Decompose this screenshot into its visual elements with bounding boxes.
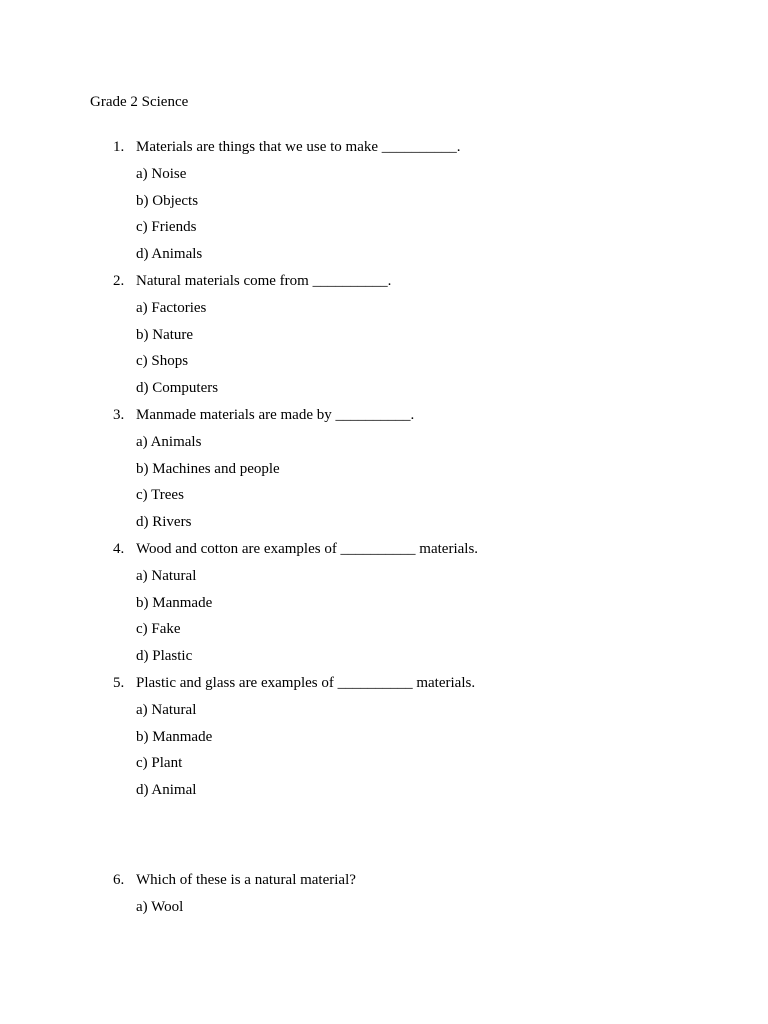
question-number: 2. — [113, 272, 125, 289]
question-1 — [0, 137, 768, 271]
question-number: 3. — [113, 406, 125, 423]
question-3 — [0, 405, 768, 539]
question-text: Plastic and glass are examples of __________ materials. — [136, 674, 476, 691]
question-text: Which of these is a natural material? — [136, 872, 356, 888]
answer-option: a) Natural — [136, 701, 197, 718]
answer-option: a) Wool — [136, 898, 184, 915]
answer-option: d) Plastic — [136, 648, 193, 665]
answer-option: b) Objects — [136, 192, 199, 209]
answer-option: d) Computers — [136, 380, 219, 397]
answer-option: c) Trees — [136, 487, 184, 504]
answer-option: b) Manmade — [136, 594, 213, 611]
question-text: Natural materials come from __________. — [136, 272, 392, 289]
question-list-continued — [0, 870, 768, 924]
answer-option: b) Manmade — [136, 728, 213, 745]
answer-option: c) Fake — [136, 621, 181, 638]
answer-option: c) Friends — [136, 219, 197, 236]
question-number: 4. — [113, 540, 125, 557]
answer-option: a) Animals — [136, 433, 202, 450]
answer-option: a) Natural — [136, 567, 197, 584]
page-title: Grade 2 Science — [90, 94, 189, 110]
question-text: Manmade materials are made by __________. — [136, 406, 415, 423]
answer-option: a) Factories — [136, 299, 207, 316]
answer-option: a) Noise — [136, 165, 187, 182]
question-number: 6. — [113, 872, 125, 888]
question-6 — [0, 870, 768, 924]
question-5 — [0, 673, 768, 807]
question-number: 1. — [113, 139, 125, 155]
question-4 — [0, 539, 768, 673]
answer-option: c) Shops — [136, 353, 189, 370]
answer-option: c) Plant — [136, 755, 183, 772]
answer-option: d) Animal — [136, 782, 197, 799]
answer-option: d) Rivers — [136, 514, 192, 531]
question-list — [0, 137, 768, 807]
answer-option: b) Nature — [136, 326, 194, 343]
answer-option: b) Machines and people — [136, 460, 280, 477]
answer-option: d) Animals — [136, 246, 203, 263]
question-text: Materials are things that we use to make __________. — [136, 139, 461, 155]
question-text: Wood and cotton are examples of __________ materials. — [136, 540, 479, 557]
question-number: 5. — [113, 674, 125, 691]
question-2 — [0, 271, 768, 405]
